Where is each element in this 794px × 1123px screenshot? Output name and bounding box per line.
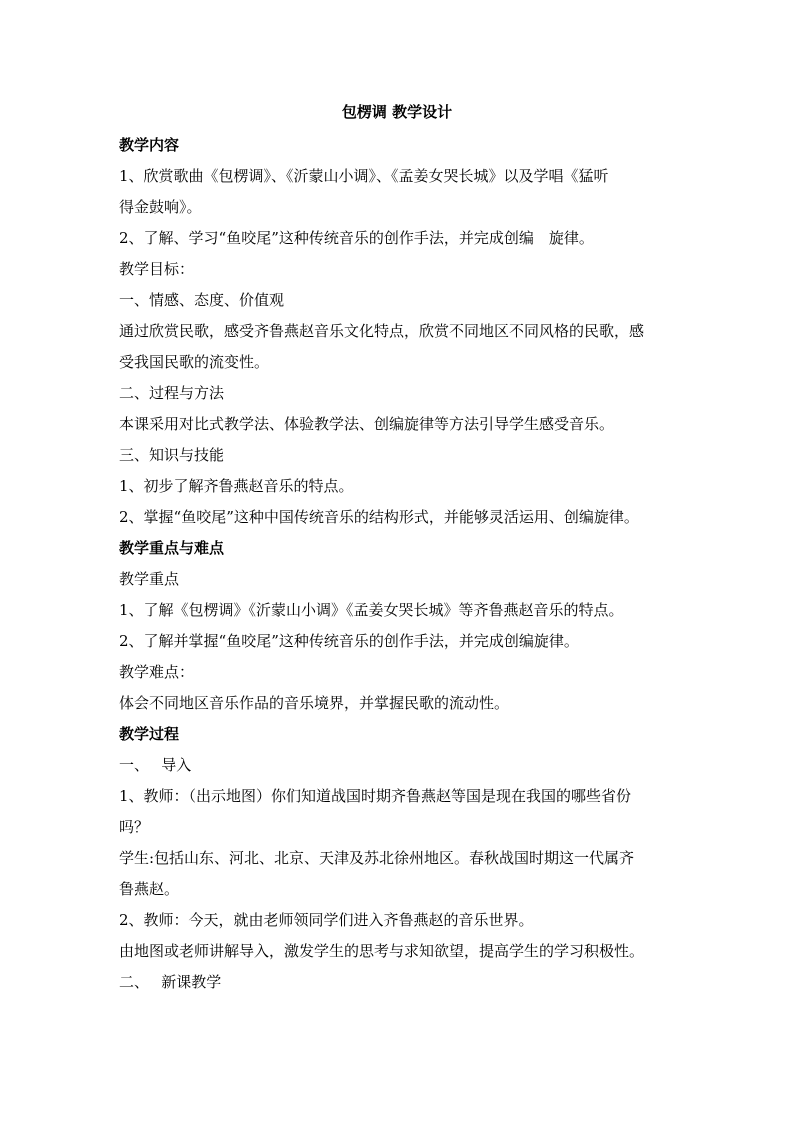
text-line: 一、情感、态度、价值观 [119,291,285,309]
text-line: 2、了解、学习“鱼咬尾”这种传统音乐的创作手法，并完成创编 旋律。 [119,229,594,247]
text-line: 1、欣赏歌曲《包楞调》、《沂蒙山小调》、《孟姜女哭长城》以及学唱《猛听 [119,167,609,185]
text-line: 体会不同地区音乐作品的音乐境界，并掌握民歌的流动性。 [119,694,510,712]
text-line: 1、了解《包楞调》《沂蒙山小调》《孟姜女哭长城》等齐鲁燕赵音乐的特点。 [119,601,624,619]
text-line: 学生:包括山东、河北、北京、天津及苏北徐州地区。春秋战国时期这一代属齐 [119,849,635,867]
text-line: 教学难点： [119,663,195,681]
text-line: 2、掌握“鱼咬尾”这种中国传统音乐的结构形式，并能够灵活运用、创编旋律。 [119,508,639,526]
text-line: 得金鼓响》。 [119,198,202,216]
text-line: 1、教师：（出示地图）你们知道战国时期齐鲁燕赵等国是现在我国的哪些省份 [119,787,632,805]
text-line: 教学目标： [119,260,195,278]
text-line: 二、过程与方法 [119,384,225,402]
text-line: 受我国民歌的流变性。 [119,353,270,371]
text-line: 吗？ [119,818,150,836]
text-line: 鲁燕赵。 [119,880,180,898]
section-heading: 教学内容 [119,136,180,154]
text-line: 本课采用对比式教学法、体验教学法、创编旋律等方法引导学生感受音乐。 [119,415,615,433]
section-heading: 教学过程 [119,725,180,743]
text-line: 教学重点 [119,570,180,588]
text-line: 2、教师：今天，就由老师领同学们进入齐鲁燕赵的音乐世界。 [119,911,534,929]
document-title: 包楞调 教学设计 [341,103,453,121]
text-line: 通过欣赏民歌，感受齐鲁燕赵音乐文化特点，欣赏不同地区不同风格的民歌，感 [119,322,645,340]
section-heading: 教学重点与难点 [119,539,225,557]
text-line: 由地图或老师讲解导入，激发学生的思考与求知欲望，提高学生的学习积极性。 [119,942,645,960]
text-line: 2、了解并掌握“鱼咬尾”这种传统音乐的创作手法，并完成创编旋律。 [119,632,579,650]
document-body [119,130,679,998]
text-line: 三、知识与技能 [119,446,225,464]
text-line: 1、初步了解齐鲁燕赵音乐的特点。 [119,477,354,495]
text-line: 二、 新课教学 [119,973,222,991]
text-line: 一、 导入 [119,756,192,774]
